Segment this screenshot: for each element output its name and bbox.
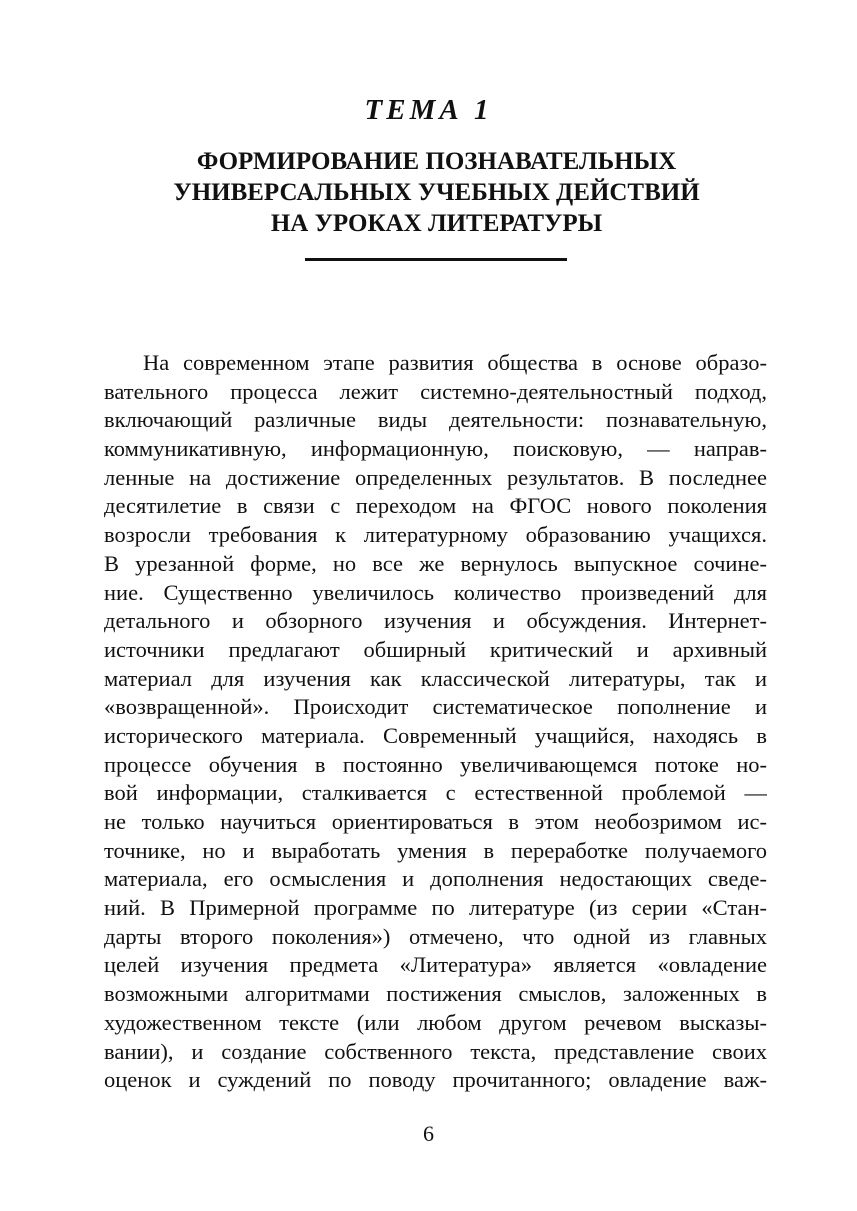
text-line: вательного процесса лежит системно-деятельностный подход,	[104, 378, 767, 404]
text-line: не только научиться ориентироваться в этом необозримом ис-	[104, 809, 767, 834]
text-line: ние. Существенно увеличилось количество произведений для	[104, 579, 767, 605]
text-line: материала, его осмысления и дополнения недостающих сведе-	[104, 866, 767, 892]
text-line: возросли требования к литературному образованию учащихся.	[104, 522, 767, 548]
text-line: детального и обзорного изучения и обсуждения. Интернет-	[104, 608, 767, 634]
text-line: десятилетие в связи с переходом на ФГОС нового поколения	[104, 493, 767, 519]
chapter-title-line: ФОРМИРОВАНИЕ ПОЗНАВАТЕЛЬНЫХ	[196, 148, 677, 175]
text-line: На современном этапе развития общества в основе образо-	[143, 350, 767, 375]
text-line: целей изучения предмета «Литература» является «овладение	[104, 952, 767, 978]
text-line: вании), и создание собственного текста, представление своих	[104, 1038, 767, 1064]
text-line: точнике, но и выработать умения в переработке получаемого	[104, 837, 767, 863]
text-line: «возвращенной». Происходит систематическое пополнение и	[104, 694, 767, 720]
text-line: возможными алгоритмами постижения смыслов, заложенных в	[104, 981, 767, 1007]
text-line: ленные на достижение определенных результатов. В последнее	[104, 464, 767, 490]
text-line: оценок и суждений по поводу прочитанного; овладение важ-	[104, 1067, 767, 1093]
text-line: коммуникативную, информационную, поисковую, — направ-	[104, 436, 767, 462]
text-line: вой информации, сталкивается с естественной проблемой —	[104, 780, 767, 806]
text-line: источники предлагают обширный критический и архивный	[104, 636, 767, 662]
text-line: процессе обучения в постоянно увеличивающемся потоке но-	[104, 751, 767, 777]
chapter-title	[100, 146, 773, 239]
chapter-title-line: УНИВЕРСАЛЬНЫХ УЧЕБНЫХ ДЕЙСТВИЙ	[173, 179, 700, 206]
text-line: художественном тексте (или любом другом речевом высказы-	[104, 1009, 767, 1035]
text-line: В урезанной форме, но все же вернулось выпускное сочине-	[104, 550, 767, 576]
text-line: ний. В Примерной программе по литературе (из серии «Стан-	[104, 895, 767, 921]
title-divider	[305, 258, 567, 261]
text-line: материал для изучения как классической литературы, так и	[104, 665, 767, 691]
text-line: исторического материала. Современный учащийся, находясь в	[104, 722, 767, 748]
chapter-title-line: НА УРОКАХ ЛИТЕРАТУРЫ	[270, 210, 603, 237]
page-number: 6	[423, 1121, 434, 1146]
text-line: дарты второго поколения») отмечено, что одной из главных	[104, 923, 767, 949]
body-paragraph	[104, 349, 767, 1095]
text-line: включающий различные виды деятельности: познавательную,	[104, 407, 767, 433]
topic-heading: ТЕМА 1	[364, 94, 493, 126]
